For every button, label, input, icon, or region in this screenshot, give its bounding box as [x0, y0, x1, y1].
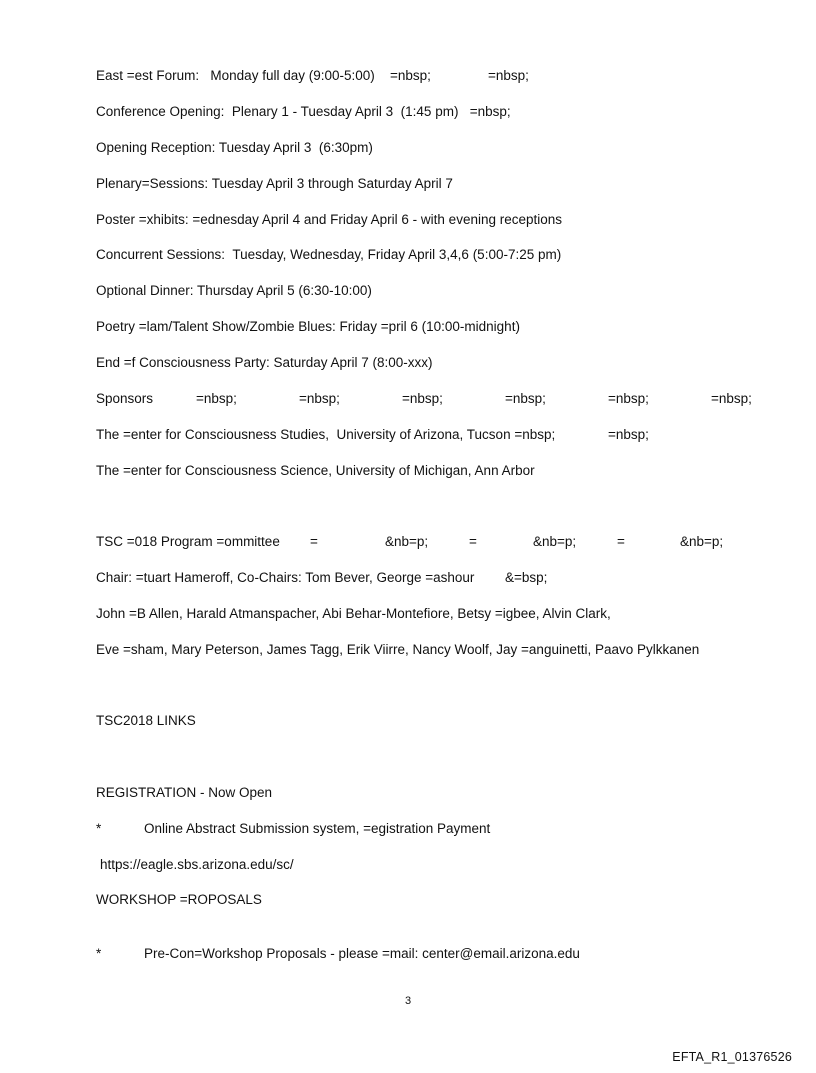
filler-text: =: [469, 534, 477, 549]
bullet-text: Online Abstract Submission system, =egistration Payment: [144, 821, 491, 836]
links-heading: TSC2018 LINKS: [96, 713, 196, 728]
filler-text: =nbsp;: [299, 391, 340, 406]
filler-text: &=bsp;: [505, 570, 548, 585]
schedule-line-optional-dinner: Optional Dinner: Thursday April 5 (6:30-10:00): [96, 283, 372, 298]
schedule-line-poster-exhibits: Poster =xhibits: =ednesday April 4 and Friday April 6 - with evening receptions: [96, 212, 563, 227]
registration-url-link[interactable]: https://eagle.sbs.arizona.edu/sc/: [100, 857, 294, 872]
filler-text: =nbsp;: [196, 391, 237, 406]
filler-text: &nb=p;: [533, 534, 577, 549]
bullet-text: Pre-Con=Workshop Proposals - please =mail: center@email.arizona.edu: [144, 946, 580, 961]
page-number: 3: [404, 995, 412, 1007]
committee-chairs: Chair: =tuart Hameroff, Co-Chairs: Tom Bever, George =ashour: [96, 570, 475, 585]
bullet-marker: *: [96, 821, 102, 836]
filler-text: =nbsp;: [488, 68, 529, 83]
schedule-line-opening-reception: Opening Reception: Tuesday April 3 (6:30pm): [96, 140, 373, 155]
line-text: East =est Forum: Monday full day (9:00-5:00): [96, 68, 375, 83]
document-identifier: EFTA_R1_01376526: [672, 1050, 792, 1064]
schedule-line-end-party: End =f Consciousness Party: Saturday April 7 (8:00-xxx): [96, 355, 433, 370]
filler-text: =nbsp;: [711, 391, 752, 406]
committee-members-line-1: John =B Allen, Harald Atmanspacher, Abi Behar-Montefiore, Betsy =igbee, Alvin Clark,: [96, 606, 611, 621]
line-text: The =enter for Consciousness Studies, University of Arizona, Tucson =nbsp;: [96, 427, 556, 442]
filler-text: &nb=p;: [385, 534, 429, 549]
filler-text: &nb=p;: [680, 534, 724, 549]
schedule-line-poetry-slam: Poetry =lam/Talent Show/Zombie Blues: Friday =pril 6 (10:00-midnight): [96, 319, 520, 334]
committee-heading: TSC =018 Program =ommittee: [96, 534, 280, 549]
filler-text: =nbsp;: [608, 427, 649, 442]
filler-text: =nbsp;: [608, 391, 649, 406]
filler-text: =nbsp;: [505, 391, 546, 406]
schedule-line-plenary-sessions: Plenary=Sessions: Tuesday April 3 through Saturday April 7: [96, 176, 453, 191]
sponsors-heading: Sponsors: [96, 391, 154, 406]
filler-text: =nbsp;: [390, 68, 431, 83]
schedule-line-concurrent-sessions: Concurrent Sessions: Tuesday, Wednesday, Friday April 3,4,6 (5:00-7:25 pm): [96, 247, 562, 262]
filler-text: =nbsp;: [402, 391, 443, 406]
filler-text: =: [617, 534, 625, 549]
bullet-marker: *: [96, 946, 102, 961]
committee-members-line-2: Eve =sham, Mary Peterson, James Tagg, Erik Viirre, Nancy Woolf, Jay =anguinetti, Paavo Pylkkanen: [96, 642, 700, 657]
workshop-proposals-heading: WORKSHOP =ROPOSALS: [96, 892, 262, 907]
filler-text: =: [310, 534, 318, 549]
sponsor-line-michigan: The =enter for Consciousness Science, University of Michigan, Ann Arbor: [96, 463, 535, 478]
schedule-line-conference-opening: Conference Opening: Plenary 1 - Tuesday April 3 (1:45 pm) =nbsp;: [96, 104, 511, 119]
registration-heading: REGISTRATION - Now Open: [96, 785, 273, 800]
